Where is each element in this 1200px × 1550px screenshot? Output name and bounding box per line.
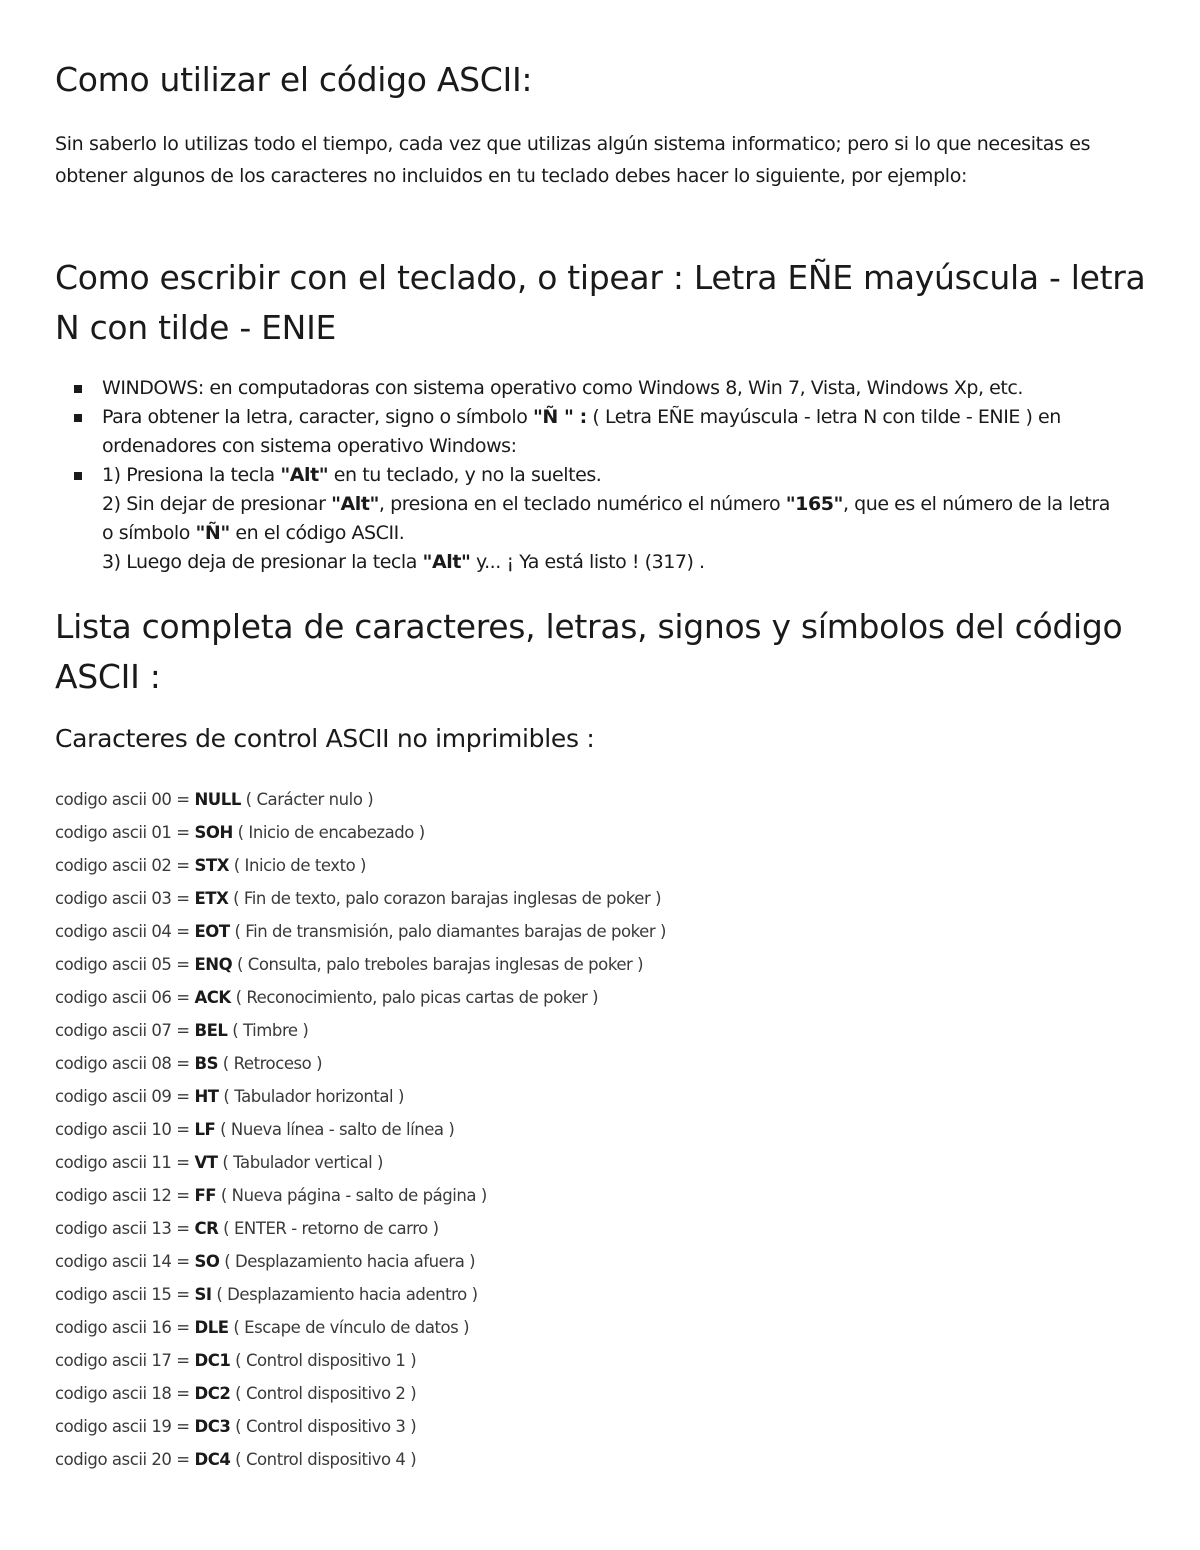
- code-description: ( Control dispositivo 1 ): [230, 1351, 417, 1370]
- code-prefix: codigo ascii 15 =: [55, 1285, 195, 1304]
- code-mnemonic: STX: [194, 856, 229, 875]
- list-item: [55, 981, 666, 1014]
- code-mnemonic: ACK: [194, 988, 231, 1007]
- ascii-list-heading: Lista completa de caracteres, letras, signos y símbolos del código ASCII :: [55, 607, 1123, 696]
- code-prefix: codigo ascii 06 =: [55, 988, 195, 1007]
- code-description: ( Desplazamiento hacia adentro ): [211, 1285, 478, 1304]
- code-mnemonic: BEL: [194, 1021, 228, 1040]
- code-mnemonic: SOH: [194, 823, 233, 842]
- list-item: [55, 882, 666, 915]
- code-mnemonic: DC2: [194, 1384, 231, 1403]
- code-description: ( Fin de texto, palo corazon barajas inglesas de poker ): [228, 889, 662, 908]
- list-item: [55, 1410, 666, 1443]
- list-item: [55, 1344, 666, 1377]
- code-prefix: codigo ascii 12 =: [55, 1186, 195, 1205]
- step-text: en tu teclado, y no la sueltes.: [328, 464, 602, 486]
- code-mnemonic: ETX: [194, 889, 229, 908]
- enie-heading: Como escribir con el teclado, o tipear : Letra EÑE mayúscula - letra N con tilde - ENIE: [55, 258, 1146, 347]
- code-mnemonic: EOT: [194, 922, 230, 941]
- code-description: ( Nueva línea - salto de línea ): [215, 1120, 455, 1139]
- list-item: [55, 1311, 666, 1344]
- control-chars-heading: Caracteres de control ASCII no imprimibles :: [55, 724, 595, 753]
- code-description: ( Fin de transmisión, palo diamantes barajas de poker ): [229, 922, 666, 941]
- code-mnemonic: DC3: [194, 1417, 231, 1436]
- square-bullet-icon: [74, 414, 82, 422]
- step-bold: "Alt": [280, 464, 329, 486]
- step-text: 3) Luego deja de presionar la tecla: [102, 551, 423, 573]
- code-prefix: codigo ascii 00 =: [55, 790, 195, 809]
- step-2: [102, 493, 1110, 544]
- ascii-code-list: [55, 783, 666, 1476]
- code-mnemonic: DC1: [194, 1351, 231, 1370]
- code-mnemonic: CR: [194, 1219, 219, 1238]
- item-text: ( Letra EÑE mayúscula - letra N con tilde - ENIE ) en ordenadores con sistema operativo Windows:: [102, 406, 1061, 457]
- code-prefix: codigo ascii 18 =: [55, 1384, 195, 1403]
- code-prefix: codigo ascii 04 =: [55, 922, 195, 941]
- code-description: ( Control dispositivo 3 ): [230, 1417, 417, 1436]
- code-mnemonic: BS: [194, 1054, 219, 1073]
- code-description: ( Desplazamiento hacia afuera ): [219, 1252, 476, 1271]
- code-description: ( Nueva página - salto de página ): [216, 1186, 487, 1205]
- code-prefix: codigo ascii 08 =: [55, 1054, 195, 1073]
- code-prefix: codigo ascii 13 =: [55, 1219, 195, 1238]
- code-mnemonic: FF: [194, 1186, 217, 1205]
- code-prefix: codigo ascii 03 =: [55, 889, 195, 908]
- code-description: ( Escape de vínculo de datos ): [228, 1318, 470, 1337]
- code-mnemonic: DLE: [194, 1318, 229, 1337]
- list-item: [55, 849, 666, 882]
- list-item: [55, 1212, 666, 1245]
- list-item: [55, 1014, 666, 1047]
- code-prefix: codigo ascii 05 =: [55, 955, 195, 974]
- step-text: en el código ASCII.: [229, 522, 405, 544]
- intro-heading: Como utilizar el código ASCII:: [55, 60, 533, 99]
- step-bold: "Alt": [422, 551, 471, 573]
- step-1: [102, 464, 601, 486]
- list-item: [55, 1443, 666, 1476]
- item-bold: "Ñ " :: [532, 406, 587, 428]
- list-item: [55, 1080, 666, 1113]
- code-description: ( Tabulador horizontal ): [218, 1087, 404, 1106]
- code-mnemonic: LF: [194, 1120, 216, 1139]
- step-text: 2) Sin dejar de presionar: [102, 493, 332, 515]
- list-item: [55, 1113, 666, 1146]
- windows-note: WINDOWS: en computadoras con sistema operativo como Windows 8, Win 7, Vista, Windows Xp, etc.: [102, 377, 1023, 399]
- code-description: ( Reconocimiento, palo picas cartas de poker ): [230, 988, 599, 1007]
- code-prefix: codigo ascii 20 =: [55, 1450, 195, 1469]
- code-prefix: codigo ascii 19 =: [55, 1417, 195, 1436]
- list-item: [55, 1278, 666, 1311]
- code-description: ( Inicio de encabezado ): [232, 823, 425, 842]
- code-prefix: codigo ascii 01 =: [55, 823, 195, 842]
- code-prefix: codigo ascii 02 =: [55, 856, 195, 875]
- code-mnemonic: SO: [194, 1252, 220, 1271]
- enie-instructions-list: [55, 374, 1115, 577]
- step-text: , que es el número de la letra o símbolo: [102, 493, 1110, 544]
- code-description: ( ENTER - retorno de carro ): [218, 1219, 439, 1238]
- code-description: ( Carácter nulo ): [240, 790, 374, 809]
- intro-paragraph: Sin saberlo lo utilizas todo el tiempo, cada vez que utilizas algún sistema informatico; pero si lo que necesitas es obtener algunos de los caracteres no incluidos en tu teclado debes hacer lo siguiente, por ejemplo:: [55, 133, 1091, 187]
- code-prefix: codigo ascii 10 =: [55, 1120, 195, 1139]
- code-prefix: codigo ascii 14 =: [55, 1252, 195, 1271]
- code-mnemonic: DC4: [194, 1450, 231, 1469]
- code-prefix: codigo ascii 07 =: [55, 1021, 195, 1040]
- code-description: ( Control dispositivo 4 ): [230, 1450, 417, 1469]
- list-item: [55, 1179, 666, 1212]
- step-text: 1) Presiona la tecla: [102, 464, 281, 486]
- step-bold: "165": [785, 493, 843, 515]
- code-description: ( Retroceso ): [218, 1054, 323, 1073]
- step-text: y... ¡ Ya está listo ! (317) .: [470, 551, 705, 573]
- list-item: [55, 1377, 666, 1410]
- code-prefix: codigo ascii 09 =: [55, 1087, 195, 1106]
- list-item: [55, 783, 666, 816]
- code-mnemonic: NULL: [194, 790, 241, 809]
- list-item: [55, 1047, 666, 1080]
- square-bullet-icon: [74, 385, 82, 393]
- list-item: [55, 461, 1115, 577]
- code-description: ( Tabulador vertical ): [217, 1153, 384, 1172]
- code-mnemonic: ENQ: [194, 955, 233, 974]
- list-item: [55, 915, 666, 948]
- code-mnemonic: HT: [194, 1087, 219, 1106]
- step-bold: "Alt": [331, 493, 379, 515]
- step-3: [102, 551, 705, 573]
- code-description: ( Control dispositivo 2 ): [230, 1384, 417, 1403]
- code-mnemonic: SI: [194, 1285, 212, 1304]
- step-bold: "Ñ": [195, 522, 230, 544]
- list-item: [55, 403, 1115, 461]
- code-prefix: codigo ascii 11 =: [55, 1153, 195, 1172]
- code-description: ( Consulta, palo treboles barajas inglesas de poker ): [232, 955, 644, 974]
- code-description: ( Timbre ): [227, 1021, 309, 1040]
- square-bullet-icon: [74, 472, 82, 480]
- code-prefix: codigo ascii 16 =: [55, 1318, 195, 1337]
- list-item: [55, 1245, 666, 1278]
- list-item: [55, 374, 1115, 403]
- list-item: [55, 1146, 666, 1179]
- step-text: , presiona en el teclado numérico el número: [378, 493, 786, 515]
- code-prefix: codigo ascii 17 =: [55, 1351, 195, 1370]
- code-mnemonic: VT: [194, 1153, 218, 1172]
- list-item: [55, 948, 666, 981]
- item-text: Para obtener la letra, caracter, signo o símbolo: [102, 406, 533, 428]
- code-description: ( Inicio de texto ): [228, 856, 367, 875]
- list-item: [55, 816, 666, 849]
